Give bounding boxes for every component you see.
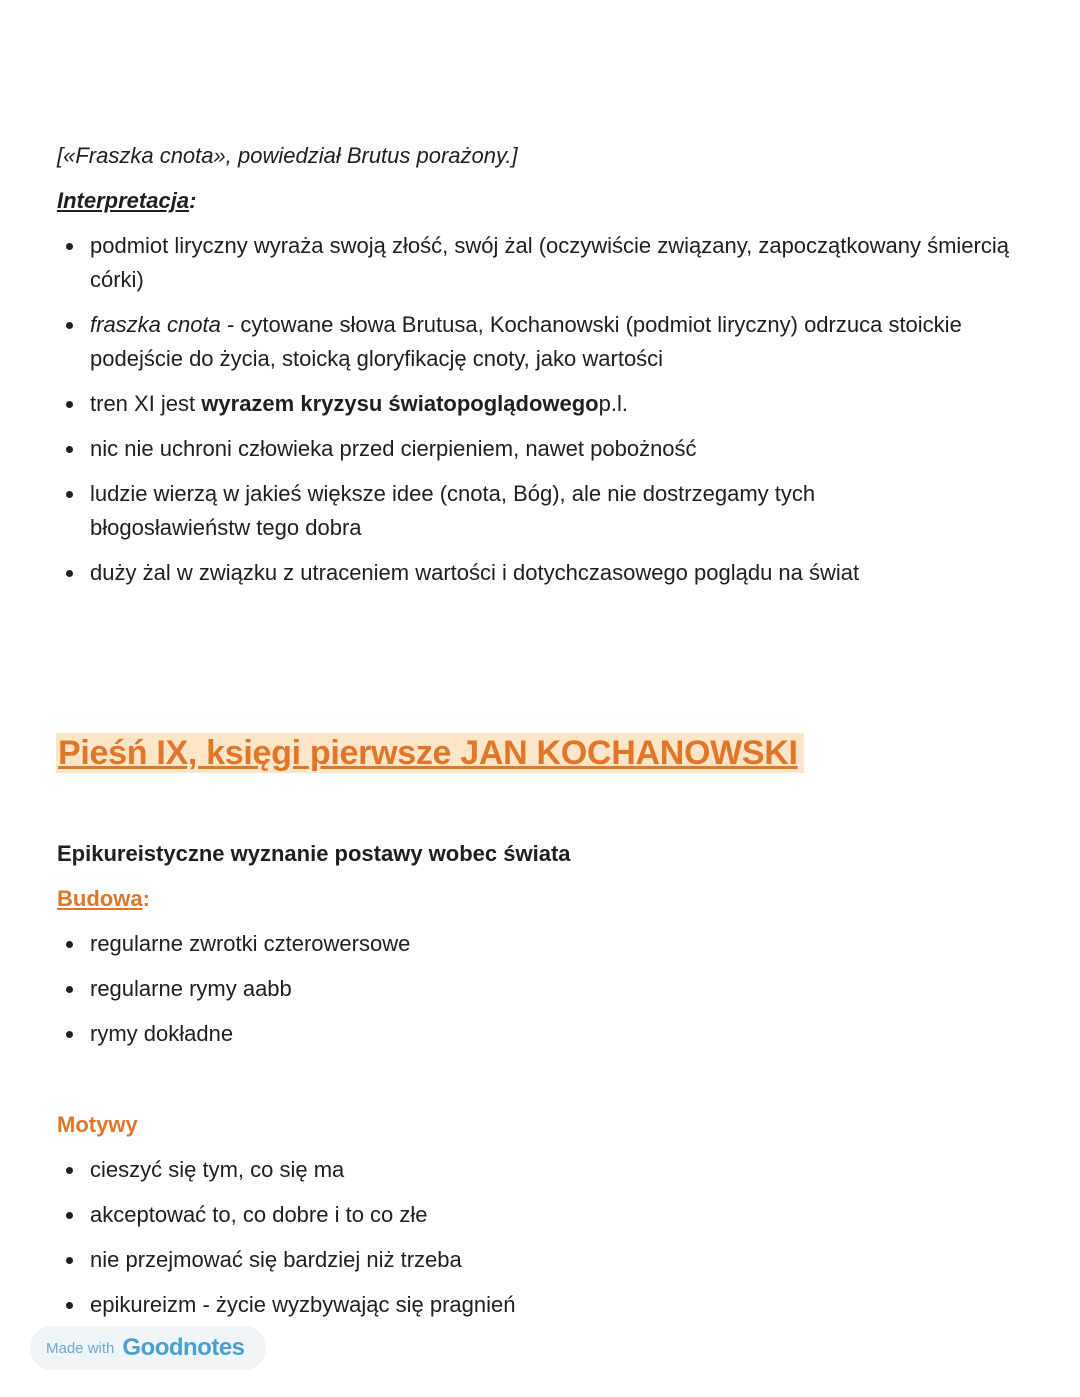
list-item-bold: wyrazem kryzysu światopoglądowego	[201, 391, 599, 416]
list-item-text: regularne rymy aabb	[90, 976, 292, 1001]
bullet-icon	[66, 491, 73, 498]
bullet-icon	[66, 941, 73, 948]
list-item-text: duży żal w związku z utraceniem wartości i dotychczasowego poglądu na świat	[90, 560, 860, 585]
interpretation-label: Interpretacja	[57, 188, 190, 213]
list-item-italic: fraszka cnota	[90, 312, 221, 337]
list-item-text: podmiot liryczny wyraża swoją złość, swój żal (oczywiście związany, zapoczątkowany śmiercią córki)	[90, 233, 1009, 292]
list-item	[60, 1288, 1020, 1322]
bullet-icon	[66, 243, 73, 250]
list-item	[60, 927, 1020, 961]
bullet-icon	[66, 1031, 73, 1038]
interpretation-list	[60, 229, 1020, 601]
budowa-list	[60, 927, 1020, 1062]
list-item-text: rymy dokładne	[90, 1021, 234, 1046]
list-item	[60, 477, 850, 545]
list-item-text: nic nie uchroni człowieka przed cierpieniem, nawet pobożność	[90, 436, 697, 461]
list-item-text: epikureizm - życie wyzbywając się pragnień	[90, 1292, 516, 1317]
bullet-icon	[66, 1257, 73, 1264]
list-item	[60, 556, 1020, 590]
list-item-text: ludzie wierzą w jakieś większe idee (cnota, Bóg), ale nie dostrzegamy tych błogosławieństw tego dobra	[90, 481, 816, 540]
budowa-heading	[57, 882, 150, 916]
budowa-label: Budowa	[57, 886, 143, 911]
section-title-highlight	[56, 733, 804, 773]
list-item	[60, 308, 1020, 376]
list-item-text: p.l.	[598, 391, 628, 416]
list-item-text: tren XI jest	[90, 391, 202, 416]
bullet-icon	[66, 322, 73, 329]
list-item-text: regularne zwrotki czterowersowe	[90, 931, 411, 956]
bullet-icon	[66, 401, 73, 408]
list-item	[60, 387, 1020, 421]
motywy-list	[60, 1153, 1020, 1333]
budowa-colon: :	[142, 886, 150, 911]
bullet-icon	[66, 1167, 73, 1174]
bullet-icon	[66, 1302, 73, 1309]
bullet-icon	[66, 1212, 73, 1219]
badge-made-with: Made with	[46, 1339, 115, 1357]
interpretation-heading	[57, 184, 196, 218]
list-item-text: - cytowane słowa Brutusa, Kochanowski (podmiot liryczny) odrzuca stoickie podejście do życia, stoicką gloryfikację cnoty, jako wartości	[90, 312, 962, 371]
bullet-icon	[66, 570, 73, 577]
section-title: Pieśń IX, księgi pierwsze JAN KOCHANOWSKI	[58, 734, 798, 772]
bullet-icon	[66, 986, 73, 993]
list-item	[60, 1198, 1020, 1232]
bullet-icon	[66, 446, 73, 453]
goodnotes-badge[interactable]	[30, 1326, 266, 1370]
subheading: Epikureistyczne wyznanie postawy wobec świata	[57, 841, 571, 866]
list-item	[60, 1153, 1020, 1187]
list-item-text: cieszyć się tym, co się ma	[90, 1157, 345, 1182]
list-item	[60, 972, 1020, 1006]
poem-quote: [«Fraszka cnota», powiedział Brutus porażony.]	[57, 143, 518, 168]
interpretation-colon: :	[189, 188, 197, 213]
list-item-text: nie przejmować się bardziej niż trzeba	[90, 1247, 462, 1272]
list-item	[60, 1243, 1020, 1277]
list-item	[60, 1017, 1020, 1051]
list-item	[60, 432, 1020, 466]
list-item	[60, 229, 1020, 297]
goodnotes-logo: Goodnotes	[122, 1334, 245, 1361]
motywy-heading: Motywy	[57, 1112, 138, 1137]
list-item-text: akceptować to, co dobre i to co złe	[90, 1202, 428, 1227]
